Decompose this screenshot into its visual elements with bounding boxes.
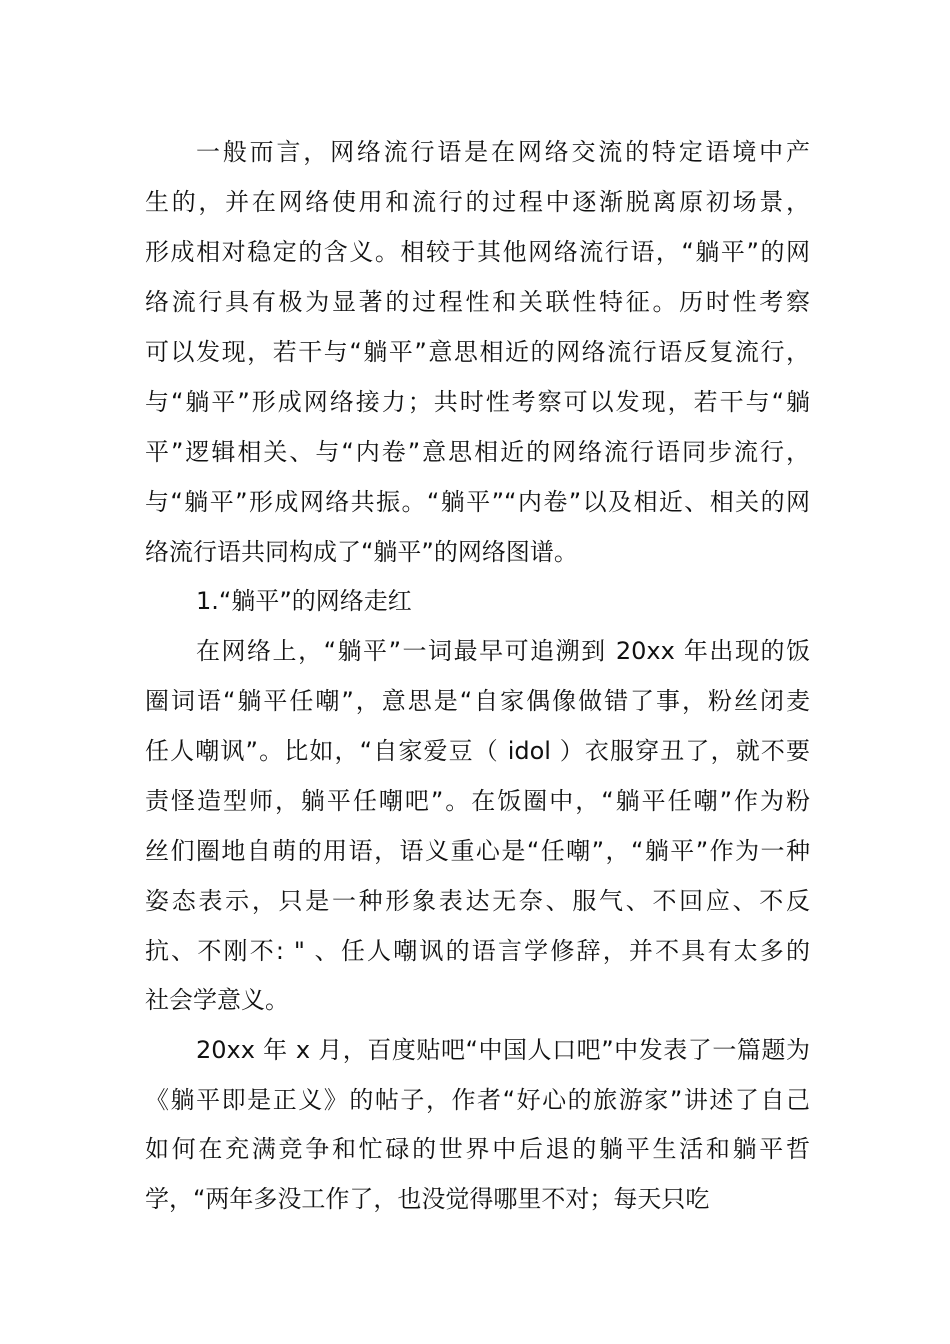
text-line: 丝们圈地自萌的用语，语义重心是“任嘲”，“躺平”作为一种 xyxy=(145,837,810,865)
text-line: 任人嘲讽”。比如，“自家爱豆（ idol ）衣服穿丑了，就不要 xyxy=(145,737,810,765)
text-line: 络流行语共同构成了“躺平”的网络图谱。 xyxy=(145,538,578,566)
text-line: 姿态表示，只是一种形象表达无奈、服气、不回应、不反 xyxy=(145,887,810,915)
text-line: 20xx 年 x 月，百度贴吧“中国人口吧”中发表了一篇题为 xyxy=(196,1036,810,1064)
text-line: 平”逻辑相关、与“内卷”意思相近的网络流行语同步流行， xyxy=(145,438,810,466)
text-line: 形成相对稳定的含义。相较于其他网络流行语，“躺平”的网 xyxy=(145,238,810,266)
text-line: 责怪造型师，躺平任嘲吧”。在饭圈中，“躺平任嘲”作为粉 xyxy=(145,787,810,815)
text-line: 与“躺平”形成网络共振。“躺平”“内卷”以及相近、相关的网 xyxy=(145,488,810,516)
text-line: 圈词语“躺平任嘲”，意思是“自家偶像做错了事，粉丝闭麦 xyxy=(145,687,810,715)
text-line: 《躺平即是正义》的帖子，作者“好心的旅游家”讲述了自己 xyxy=(145,1086,810,1114)
text-line: 社会学意义。 xyxy=(145,986,289,1014)
text-line: 抗、不刚不: " 、任人嘲讽的语言学修辞，并不具有太多的 xyxy=(145,937,810,965)
text-line: 络流行具有极为显著的过程性和关联性特征。历时性考察 xyxy=(145,288,810,316)
text-line: 在网络上，“躺平”一词最早可追溯到 20xx 年出现的饭 xyxy=(196,637,810,665)
text-line: 与“躺平”形成网络接力；共时性考察可以发现，若干与“躺 xyxy=(145,388,810,416)
text-line: 如何在充满竞争和忙碌的世界中后退的躺平生活和躺平哲 xyxy=(145,1135,810,1163)
text-line: 学，“两年多没工作了，也没觉得哪里不对；每天只吃 xyxy=(145,1185,710,1213)
section-heading: 1.“躺平”的网络走红 xyxy=(196,587,412,615)
text-line: 可以发现，若干与“躺平”意思相近的网络流行语反复流行， xyxy=(145,338,810,366)
text-line: 一般而言，网络流行语是在网络交流的特定语境中产 xyxy=(196,138,810,166)
text-line: 生的，并在网络使用和流行的过程中逐渐脱离原初场景， xyxy=(145,188,810,216)
